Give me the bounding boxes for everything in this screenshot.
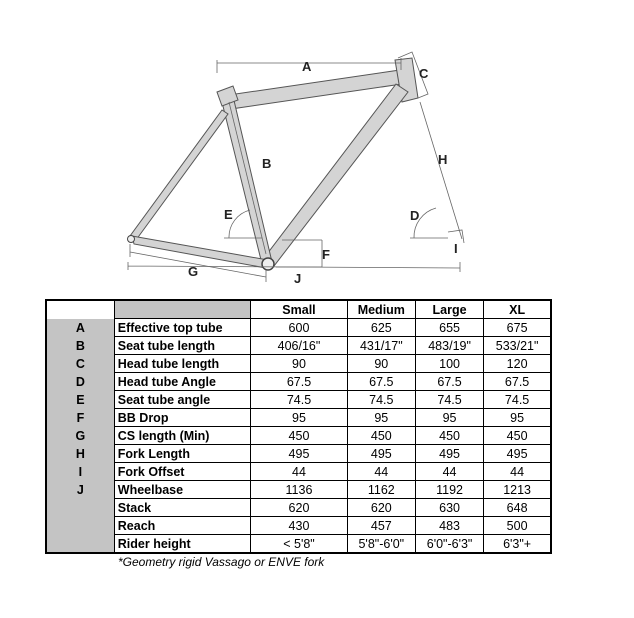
row-letter: C	[46, 355, 114, 373]
column-header-medium: Medium	[347, 300, 415, 319]
row-value: 67.5	[484, 373, 551, 391]
row-letter: F	[46, 409, 114, 427]
table-row	[46, 445, 551, 463]
row-name: CS length (Min)	[114, 427, 251, 445]
seat-stay	[130, 110, 228, 240]
row-value: 495	[415, 445, 483, 463]
row-value: 500	[484, 517, 551, 535]
row-letter: J	[46, 481, 114, 499]
row-value: 95	[251, 409, 347, 427]
row-value: 44	[251, 463, 347, 481]
row-letter	[46, 535, 114, 554]
row-letter: B	[46, 337, 114, 355]
row-value: 90	[251, 355, 347, 373]
frame-geometry-diagram	[0, 0, 634, 298]
row-letter	[46, 499, 114, 517]
label-j: J	[294, 271, 302, 286]
table-row	[46, 535, 551, 554]
bottom-bracket	[262, 258, 274, 270]
row-value: 495	[251, 445, 347, 463]
row-value: 44	[415, 463, 483, 481]
row-name: Stack	[114, 499, 251, 517]
table-row	[46, 427, 551, 445]
row-value: 95	[484, 409, 551, 427]
row-value: 74.5	[484, 391, 551, 409]
table-row	[46, 481, 551, 499]
row-name: Fork Offset	[114, 463, 251, 481]
chain-stay	[132, 236, 268, 268]
row-value: 120	[484, 355, 551, 373]
label-f: F	[322, 247, 330, 262]
label-e: E	[224, 207, 233, 222]
table-row	[46, 373, 551, 391]
table-row	[46, 391, 551, 409]
row-value: 675	[484, 319, 551, 337]
row-value: 450	[415, 427, 483, 445]
row-value: 1162	[347, 481, 415, 499]
row-name: Wheelbase	[114, 481, 251, 499]
row-value: 430	[251, 517, 347, 535]
row-value: 630	[415, 499, 483, 517]
table-header-row	[46, 300, 551, 319]
geometry-table	[45, 299, 552, 554]
row-value: 100	[415, 355, 483, 373]
row-value: 6'3"+	[484, 535, 551, 554]
row-value: 44	[347, 463, 415, 481]
label-b: B	[262, 156, 272, 171]
row-letter: H	[46, 445, 114, 463]
row-value: 95	[347, 409, 415, 427]
row-value: 67.5	[347, 373, 415, 391]
row-name: Head tube length	[114, 355, 251, 373]
row-name: Fork Length	[114, 445, 251, 463]
row-value: 74.5	[347, 391, 415, 409]
row-value: 457	[347, 517, 415, 535]
row-value: 74.5	[251, 391, 347, 409]
row-letter: I	[46, 463, 114, 481]
row-value: 620	[251, 499, 347, 517]
header-blank-cell	[114, 300, 251, 319]
row-value: 431/17"	[347, 337, 415, 355]
down-tube	[264, 84, 408, 266]
rear-dropout	[128, 236, 135, 243]
table-row	[46, 319, 551, 337]
row-letter: A	[46, 319, 114, 337]
row-value: 406/16"	[251, 337, 347, 355]
dim-h-line	[420, 102, 462, 239]
row-value: 5'8"-6'0"	[347, 535, 415, 554]
row-name: Seat tube length	[114, 337, 251, 355]
row-name: Head tube Angle	[114, 373, 251, 391]
row-value: 495	[347, 445, 415, 463]
table-row	[46, 409, 551, 427]
column-header-large: Large	[415, 300, 483, 319]
footnote: *Geometry rigid Vassago or ENVE fork	[118, 555, 325, 569]
row-value: 655	[415, 319, 483, 337]
row-value: 6'0"-6'3"	[415, 535, 483, 554]
row-value: 1192	[415, 481, 483, 499]
row-value: 67.5	[415, 373, 483, 391]
row-value: < 5'8"	[251, 535, 347, 554]
table-row	[46, 517, 551, 535]
row-value: 90	[347, 355, 415, 373]
row-value: 450	[251, 427, 347, 445]
row-value: 620	[347, 499, 415, 517]
row-value: 600	[251, 319, 347, 337]
table-row	[46, 355, 551, 373]
label-g: G	[188, 264, 199, 279]
row-letter: E	[46, 391, 114, 409]
top-tube	[222, 70, 402, 110]
row-name: Seat tube angle	[114, 391, 251, 409]
dim-b-line	[229, 102, 266, 254]
column-header-small: Small	[251, 300, 347, 319]
label-a: A	[302, 59, 312, 74]
row-value: 450	[484, 427, 551, 445]
row-letter: G	[46, 427, 114, 445]
row-value: 74.5	[415, 391, 483, 409]
column-header-xl: XL	[484, 300, 551, 319]
row-value: 625	[347, 319, 415, 337]
row-letter	[46, 517, 114, 535]
row-name: Rider height	[114, 535, 251, 554]
row-value: 483/19"	[415, 337, 483, 355]
row-value: 95	[415, 409, 483, 427]
row-value: 648	[484, 499, 551, 517]
row-value: 483	[415, 517, 483, 535]
row-value: 1136	[251, 481, 347, 499]
row-value: 44	[484, 463, 551, 481]
label-c: C	[419, 66, 429, 81]
row-name: BB Drop	[114, 409, 251, 427]
row-value: 450	[347, 427, 415, 445]
row-name: Reach	[114, 517, 251, 535]
row-name: Effective top tube	[114, 319, 251, 337]
row-value: 533/21"	[484, 337, 551, 355]
label-i: I	[454, 241, 458, 256]
table-row	[46, 463, 551, 481]
label-h: H	[438, 152, 448, 167]
table-row	[46, 499, 551, 517]
row-value: 1213	[484, 481, 551, 499]
row-value: 67.5	[251, 373, 347, 391]
label-d: D	[410, 208, 420, 223]
header-corner-cell	[46, 300, 114, 319]
row-letter: D	[46, 373, 114, 391]
row-value: 495	[484, 445, 551, 463]
table-row	[46, 337, 551, 355]
